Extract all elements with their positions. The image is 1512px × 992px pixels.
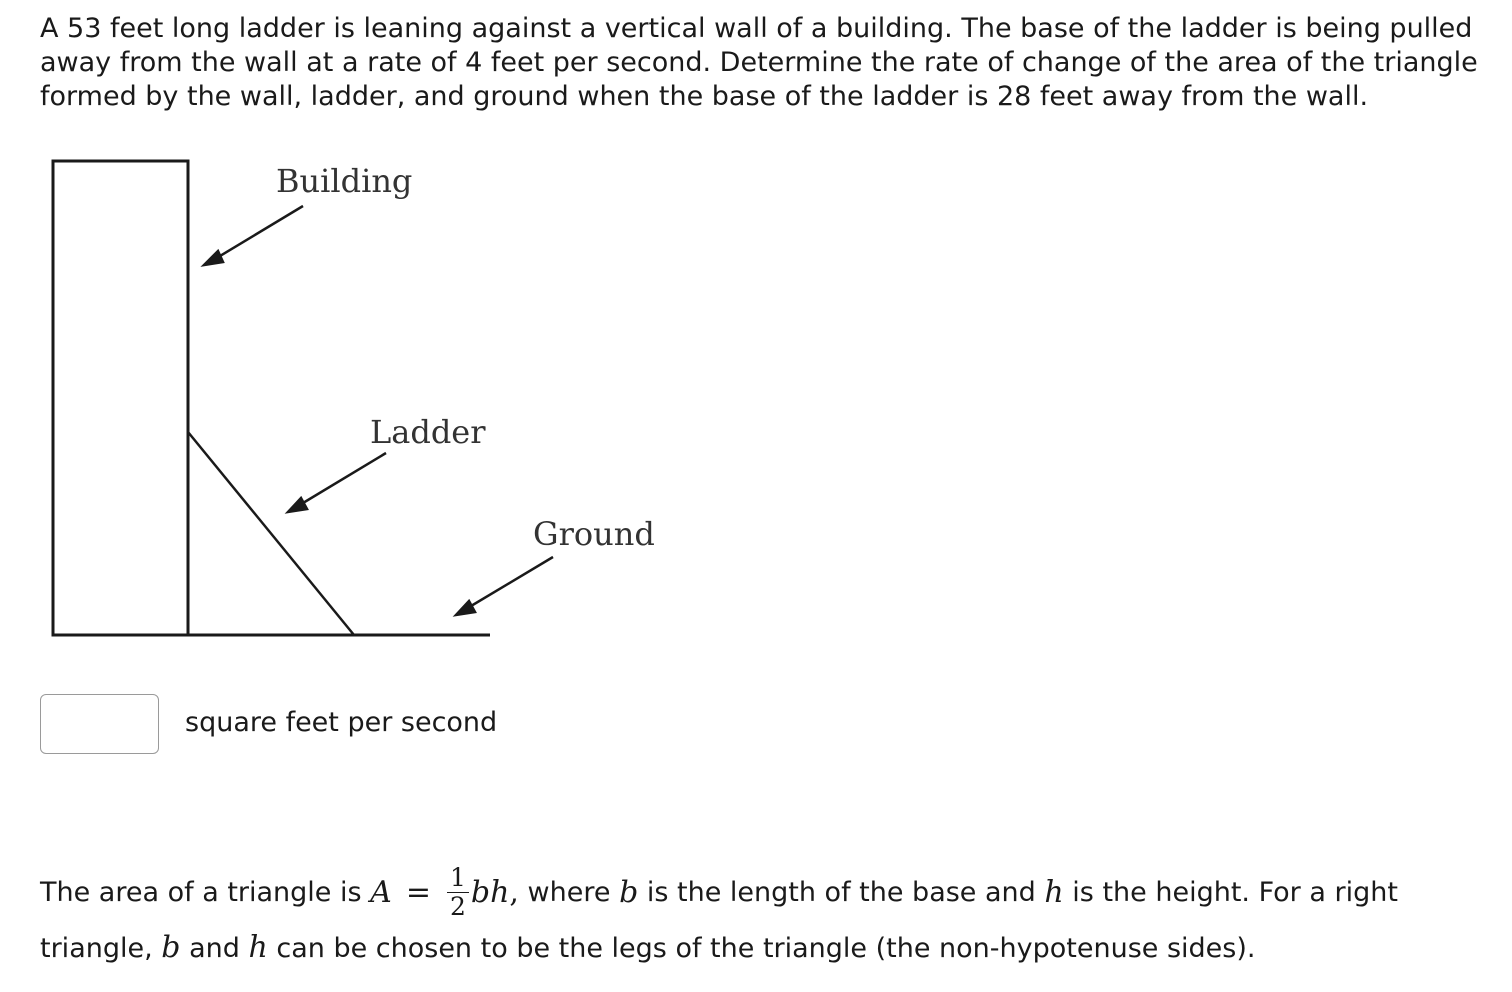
- math-variable-b: b: [161, 930, 181, 965]
- hint-text-part: where: [518, 876, 620, 908]
- ground-label: Ground: [533, 515, 655, 553]
- building-shape: [53, 161, 188, 635]
- hint-text: [40, 852, 1480, 965]
- math-variable-h: h: [1044, 874, 1064, 910]
- building-arrow-icon: [204, 206, 303, 265]
- ladder-arrow-icon: [288, 453, 386, 512]
- building-label: Building: [276, 162, 413, 200]
- hint-line-1: [40, 852, 1480, 932]
- math-comma: ,: [509, 874, 519, 910]
- hint-text-part: is the length of the base and: [638, 876, 1045, 908]
- fraction-numerator: 1: [447, 864, 469, 893]
- math-equals: =: [405, 874, 431, 910]
- ladder-label: Ladder: [370, 413, 486, 451]
- math-variable-h: h: [248, 930, 268, 965]
- math-fraction: [447, 864, 469, 921]
- ladder-line: [188, 432, 354, 635]
- hint-text-part: and: [180, 933, 249, 964]
- hint-text-part: is the height. For a right: [1063, 876, 1398, 908]
- hint-line-2: [40, 930, 1255, 965]
- answer-row: [40, 694, 497, 754]
- math-bh: bh: [470, 874, 510, 910]
- math-variable-b: b: [619, 874, 639, 910]
- hint-text-part: The area of a triangle is: [40, 876, 362, 908]
- fraction-denominator: 2: [449, 891, 466, 921]
- ground-arrow-icon: [456, 557, 553, 615]
- hint-text-part: can be chosen to be the legs of the triangle (the non-hypotenuse sides).: [267, 933, 1256, 964]
- answer-unit-label: square feet per second: [185, 706, 498, 738]
- answer-input[interactable]: [40, 694, 159, 754]
- math-variable-A: A: [370, 874, 392, 910]
- hint-text-part: triangle,: [40, 933, 162, 964]
- problem-statement: A 53 feet long ladder is leaning against a vertical wall of a building. The base of the ladder is being pulled away from the wall at a rate of 4 feet per second. Determine the rate of change of the area of the triangle formed by the wall, ladder, and ground when the base of the ladder is 28 feet away from the wall.: [40, 13, 1478, 112]
